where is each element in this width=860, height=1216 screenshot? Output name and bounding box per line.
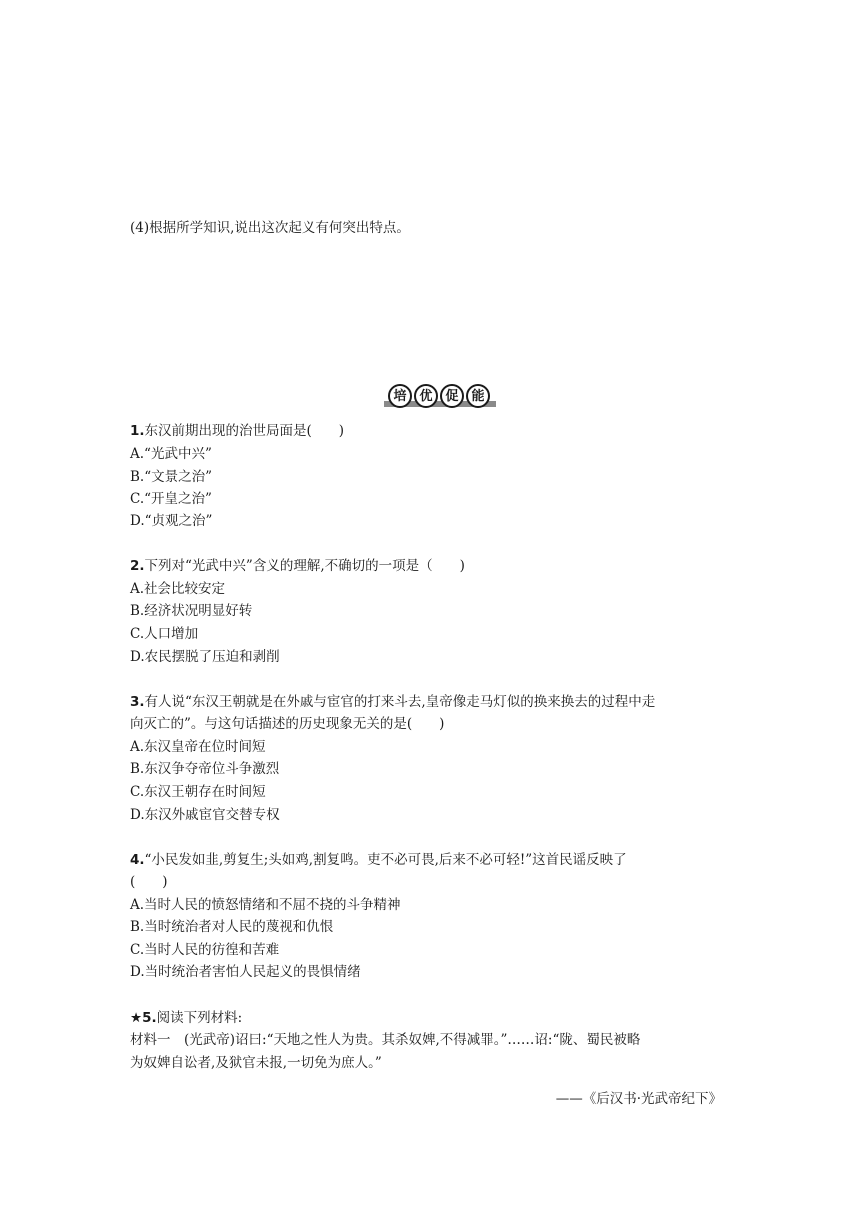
question-5-stem (130, 1008, 242, 1028)
question-4-option-b: B.当时统治者对人民的蔑视和仇恨 (130, 919, 334, 935)
question-2-number: 2. (130, 558, 145, 574)
question-5-material1-source: ——《后汉书·光武帝纪下》 (555, 1090, 722, 1107)
question-3-number: 3. (130, 694, 145, 710)
banner-char-4: 能 (466, 384, 490, 408)
question-3-text-line1: 有人说“东汉王朝就是在外戚与宦官的打来斗去,皇帝像走马灯似的换来换去的过程中走 (144, 694, 656, 710)
question-4-option-c: C.当时人民的彷徨和苦难 (130, 942, 280, 958)
question-4-text-line1: “小民发如韭,剪复生;头如鸡,割复鸣。吏不必可畏,后来不必可轻!”这首民谣反映了 (144, 852, 627, 868)
question-3-option-d: D.东汉外戚宦官交替专权 (130, 807, 280, 823)
question-4-stem (130, 850, 627, 870)
prev-question-part4: (4)根据所学知识,说出这次起义有何突出特点。 (130, 220, 410, 236)
question-2-option-b: B.经济状况明显好转 (130, 603, 253, 619)
question-3-option-c: C.东汉王朝存在时间短 (130, 784, 266, 800)
question-4-option-d: D.当时统治者害怕人民起义的畏惧情绪 (130, 964, 361, 980)
question-1-option-d: D.“贞观之治” (130, 513, 213, 529)
question-1-stem (130, 421, 344, 441)
question-2-stem (130, 556, 465, 576)
question-1-number: 1. (130, 423, 145, 439)
question-3-option-a: A.东汉皇帝在位时间短 (130, 739, 266, 755)
question-4-option-a: A.当时人民的愤怒情绪和不屈不挠的斗争精神 (130, 897, 401, 913)
question-3-text-line2: 向灭亡的”。与这句话描述的历史现象无关的是( ) (130, 716, 445, 732)
question-2-option-c: C.人口增加 (130, 626, 199, 642)
question-1-option-c: C.“开皇之治” (130, 491, 212, 507)
question-4-text-line2: ( ) (130, 874, 168, 890)
question-1-option-b: B.“文景之治” (130, 469, 213, 485)
banner-char-3: 促 (440, 384, 464, 408)
question-5-material1-line2: 为奴婢自讼者,及狱官未报,一切免为庶人。” (130, 1055, 382, 1071)
question-5-text: 阅读下列材料: (156, 1010, 243, 1026)
banner-char-1: 培 (388, 384, 412, 408)
banner-char-2: 优 (414, 384, 438, 408)
question-5-material1-line1: 材料一 (光武帝)诏曰:“天地之性人为贵。其杀奴婢,不得减罪。”……诏:“陇、蜀民被略 (130, 1032, 641, 1048)
question-2-option-a: A.社会比较安定 (130, 581, 226, 597)
question-3-option-b: B.东汉争夺帝位斗争激烈 (130, 761, 280, 777)
question-2-text: 下列对“光武中兴”含义的理解,不确切的一项是（ ) (144, 558, 465, 574)
question-3-stem (130, 692, 655, 712)
question-2-option-d: D.农民摆脱了压迫和剥削 (130, 649, 280, 665)
section-banner (384, 384, 496, 410)
question-5-number: ★5. (130, 1010, 157, 1026)
question-4-number: 4. (130, 852, 145, 868)
question-1-text: 东汉前期出现的治世局面是( ) (144, 423, 345, 439)
question-1-option-a: A.“光武中兴” (130, 446, 212, 462)
